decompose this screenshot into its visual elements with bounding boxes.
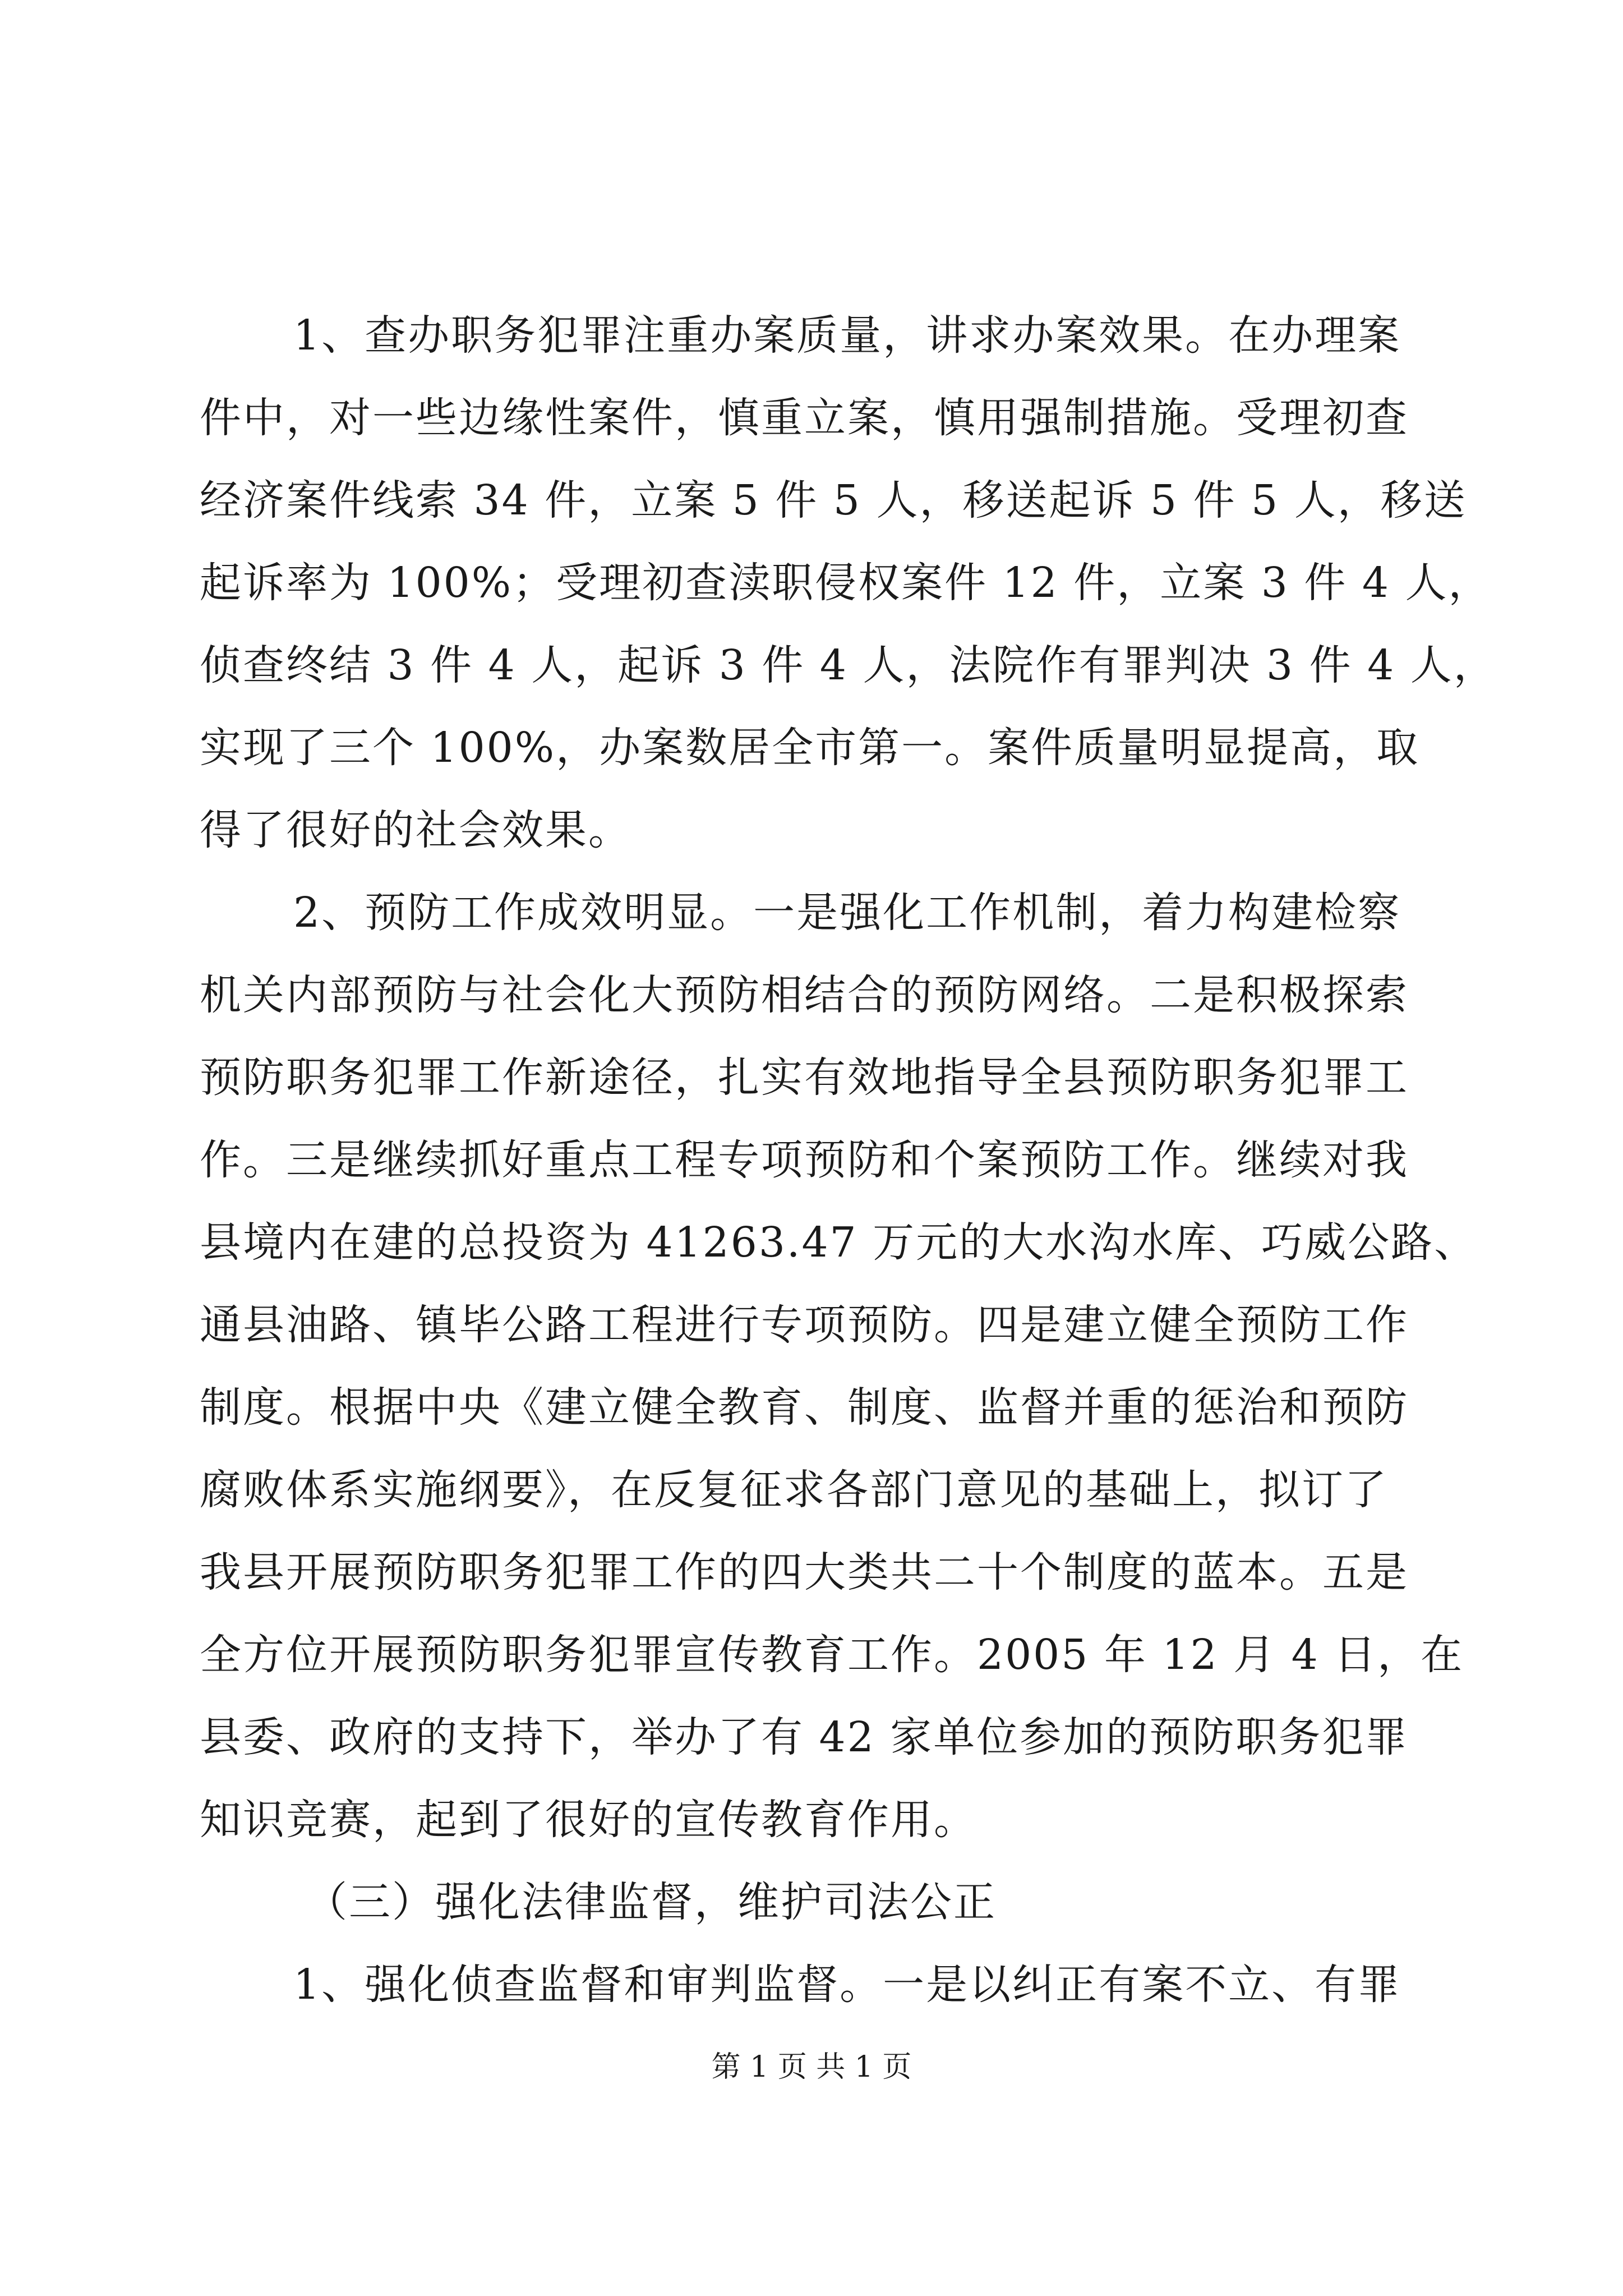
- paragraph-2-line-7: 制度。根据中央《建立健全教育、制度、监督并重的惩治和预防: [200, 1383, 1409, 1432]
- paragraph-1-line-2: 件中，对一些边缘性案件，慎重立案，慎用强制措施。受理初查: [200, 394, 1409, 442]
- paragraph-2-line-1: 2、预防工作成效明显。一是强化工作机制，着力构建检察: [293, 889, 1401, 937]
- paragraph-2-line-11: 县委、政府的支持下，举办了有 42 家单位参加的预防职务犯罪: [200, 1713, 1409, 1761]
- paragraph-1-line-6: 实现了三个 100%，办案数居全市第一。案件质量明显提高，取: [200, 724, 1420, 772]
- page-footer: 第 1 页 共 1 页: [711, 2050, 912, 2084]
- paragraph-2-line-8: 腐败体系实施纲要》，在反复征求各部门意见的基础上，拟订了: [200, 1466, 1388, 1514]
- paragraph-2-line-2: 机关内部预防与社会化大预防相结合的预防网络。二是积极探索: [200, 971, 1409, 1019]
- paragraph-2-line-9: 我县开展预防职务犯罪工作的四大类共二十个制度的蓝本。五是: [200, 1548, 1409, 1596]
- paragraph-2-line-3: 预防职务犯罪工作新途径，扎实有效地指导全县预防职务犯罪工: [200, 1053, 1409, 1102]
- paragraph-1-line-5: 侦查终结 3 件 4 人，起诉 3 件 4 人，法院作有罪判决 3 件 4 人，: [200, 641, 1497, 689]
- paragraph-1-line-4: 起诉率为 100%；受理初查渎职侵权案件 12 件，立案 3 件 4 人，: [200, 559, 1492, 607]
- section-heading: （三）强化法律监督，维护司法公正: [306, 1878, 997, 1926]
- paragraph-1-line-1: 1、查办职务犯罪注重办案质量，讲求办案效果。在办理案: [293, 311, 1401, 360]
- paragraph-2-line-4: 作。三是继续抓好重点工程专项预防和个案预防工作。继续对我: [200, 1136, 1409, 1184]
- paragraph-2-line-5: 县境内在建的总投资为 41263.47 万元的大水沟水库、巧威公路、: [200, 1218, 1478, 1267]
- paragraph-2-line-12: 知识竞赛，起到了很好的宣传教育作用。: [200, 1796, 977, 1844]
- paragraph-1-line-7: 得了很好的社会效果。: [200, 806, 631, 854]
- paragraph-1-line-3: 经济案件线索 34 件，立案 5 件 5 人，移送起诉 5 件 5 人，移送: [200, 476, 1467, 524]
- paragraph-2-line-6: 通县油路、镇毕公路工程进行专项预防。四是建立健全预防工作: [200, 1301, 1409, 1349]
- paragraph-3-line-1: 1、强化侦查监督和审判监督。一是以纠正有案不立、有罪: [293, 1961, 1401, 2009]
- paragraph-2-line-10: 全方位开展预防职务犯罪宣传教育工作。2005 年 12 月 4 日，在: [200, 1631, 1464, 1679]
